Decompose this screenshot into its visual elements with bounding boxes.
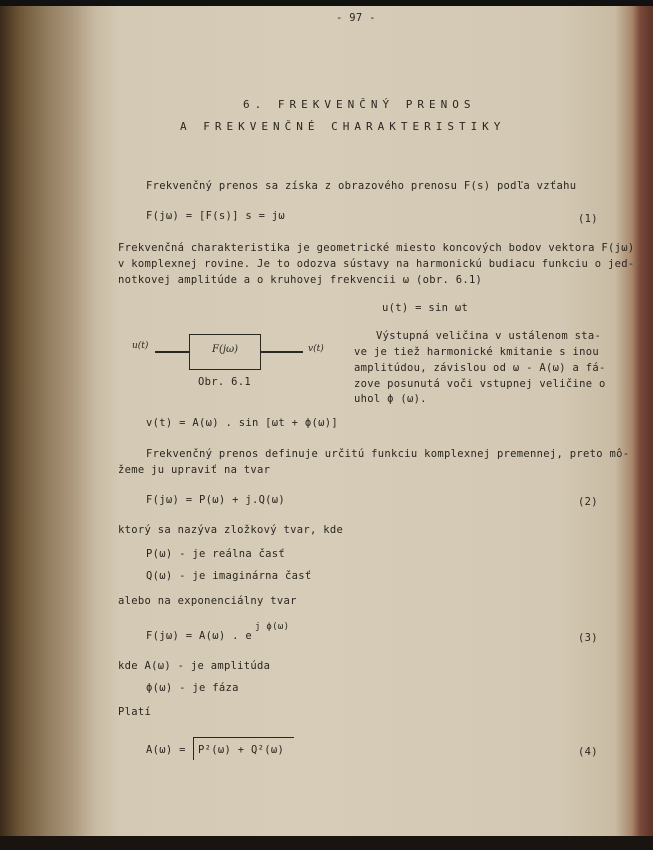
output-text-line3: amplitúdou, závislou od ω - A(ω) a fá- <box>354 362 606 374</box>
paragraph-2-line2: žeme ju upraviť na tvar <box>118 464 271 476</box>
output-text-line1: Výstupná veličina v ustálenom sta- <box>376 330 602 342</box>
equation-1-number: (1) <box>578 213 598 225</box>
intro-text: Frekvenčný prenos sa získa z obrazového prenosu F(s) podľa vzťahu <box>146 180 577 192</box>
paragraph-1-line2: v komplexnej rovine. Je to odozva sústavy na harmonickú budiacu funkciu o jed- <box>118 258 635 270</box>
figure-caption: Obr. 6.1 <box>198 376 251 388</box>
equation-1: F(jω) = [F(s)] s = jω <box>146 210 286 222</box>
equation-3-number: (3) <box>578 632 598 644</box>
transfer-block-label: F(jω) <box>212 344 238 355</box>
amplitude-definition: kde A(ω) - je amplitúda <box>118 660 271 672</box>
diagram-output-label: v(t) <box>308 344 324 354</box>
plati-label: Platí <box>118 706 152 718</box>
input-signal: u(t) = sin ωt <box>382 302 469 314</box>
page-number: - 97 - <box>336 12 376 24</box>
imaginary-part-definition: Q(ω) - je imaginárna časť <box>146 570 312 582</box>
diagram-input-arrow <box>155 351 189 353</box>
paragraph-1-line1: Frekvenčná charakteristika je geometrické miesto koncových bodov vektora F(jω) <box>118 242 635 254</box>
diagram-output-arrow <box>261 351 303 353</box>
transfer-block <box>189 334 261 370</box>
output-text-line2: ve je tiež harmonické kmitanie s inou <box>354 346 599 358</box>
real-part-definition: P(ω) - je reálna časť <box>146 548 286 560</box>
page-bottom-edge <box>0 836 653 850</box>
output-text-line4: zove posunutá voči vstupnej veličine o <box>354 378 606 390</box>
equation-3: F(jω) = A(ω) . e <box>146 630 252 642</box>
paragraph-1-line3: notkovej amplitúde a o kruhovej frekvencii ω (obr. 6.1) <box>118 274 483 286</box>
equation-3-exponent: j ϕ(ω) <box>255 622 290 632</box>
paragraph-2-line1: Frekvenčný prenos definuje určitú funkciu komplexnej premennej, preto mô- <box>146 448 630 460</box>
equation-v: v(t) = A(ω) . sin [ωt + ϕ(ω)] <box>146 417 339 429</box>
phase-definition: ϕ(ω) - je fáza <box>146 682 239 694</box>
equation-4-rhs: P²(ω) + Q²(ω) <box>198 744 285 756</box>
algebraic-form-text: ktorý sa nazýva zložkový tvar, kde <box>118 524 344 536</box>
output-text-line5: uhol ϕ (ω). <box>354 393 427 405</box>
equation-2-number: (2) <box>578 496 598 508</box>
diagram-input-label: u(t) <box>132 341 149 351</box>
page-top-edge <box>0 0 653 6</box>
equation-4-number: (4) <box>578 746 598 758</box>
chapter-title-line2: A FREKVENČNÉ CHARAKTERISTIKY <box>180 120 506 133</box>
exponential-form-text: alebo na exponenciálny tvar <box>118 595 297 607</box>
chapter-title-line1: 6. FREKVENČNÝ PRENOS <box>243 98 476 111</box>
equation-4-lhs: A(ω) = <box>146 744 186 756</box>
equation-2: F(jω) = P(ω) + j.Q(ω) <box>146 494 286 506</box>
